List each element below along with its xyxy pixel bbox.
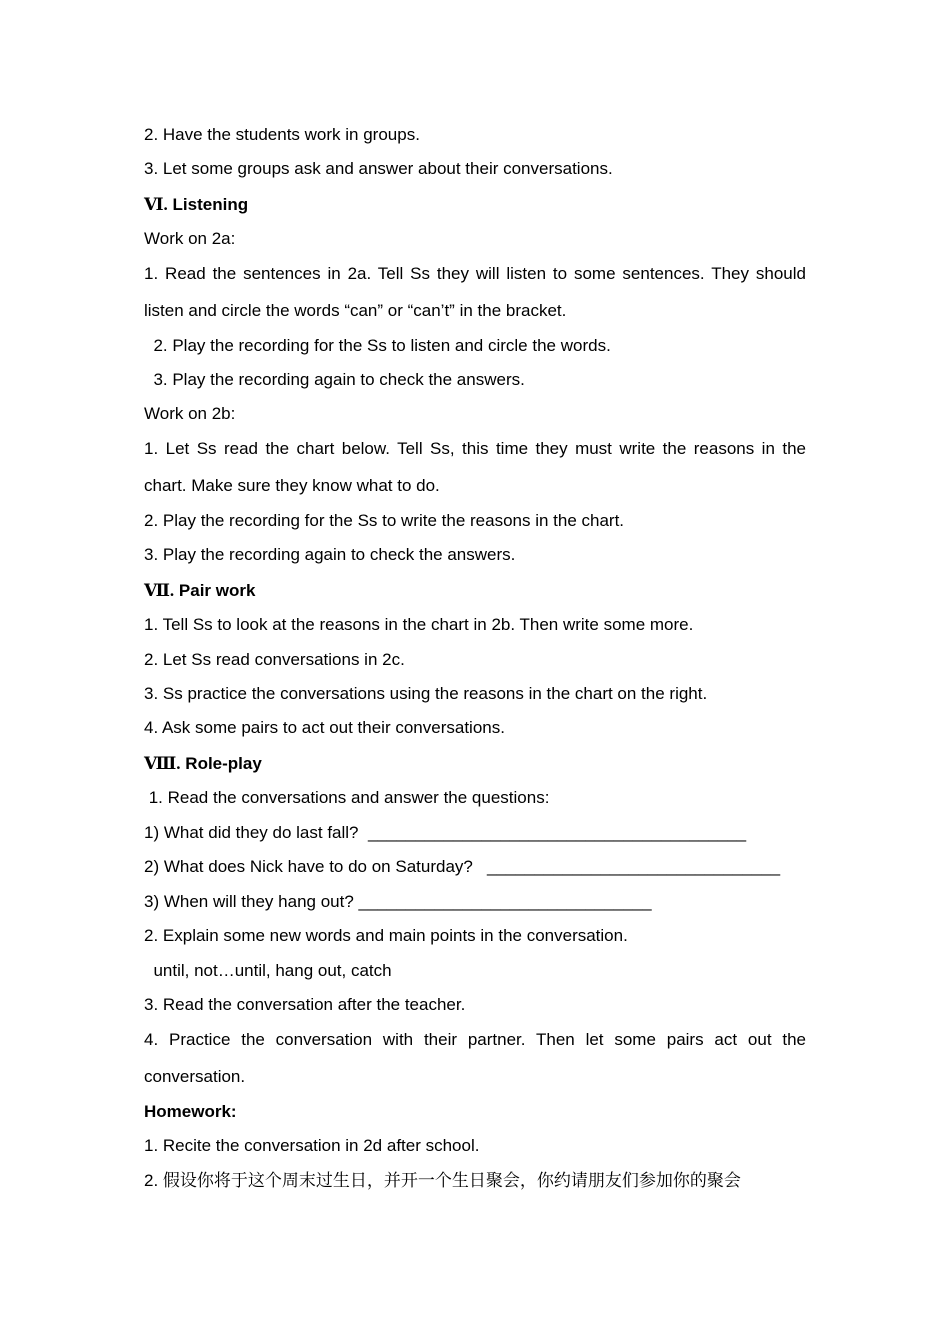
step-line: 3. Ss practice the conversations using the reasons in the chart on the right.	[144, 684, 708, 703]
step-line: listen and circle the words “can” or “can’t” in the bracket.	[144, 301, 567, 320]
step-line: 3. Play the recording again to check the answers.	[144, 545, 516, 564]
step-line: 2. Play the recording for the Ss to write the reasons in the chart.	[144, 511, 625, 530]
step-line: chart. Make sure they know what to do.	[144, 476, 440, 495]
section-title: Listening	[167, 195, 249, 214]
step-line: 3. Play the recording again to check the answers.	[144, 370, 525, 389]
section-heading-listening	[144, 194, 806, 216]
homework-line: 2. 假设你将于这个周末过生日，并开一个生日聚会，你约请朋友们参加你的聚会	[144, 1171, 741, 1190]
homework-line: 1. Recite the conversation in 2d after school.	[144, 1136, 480, 1155]
subheading-line: Work on 2b:	[144, 404, 236, 423]
question-line: 2) What does Nick have to do on Saturday? _______________________________	[144, 857, 781, 876]
step-line: 2. Explain some new words and main points in the conversation.	[144, 926, 628, 945]
step-line: 2. Let Ss read conversations in 2c.	[144, 650, 405, 669]
step-line: 1. Tell Ss to look at the reasons in the chart in 2b. Then write some more.	[144, 615, 694, 634]
step-line: 1. Read the sentences in 2a. Tell Ss they will listen to some sentences. They should	[144, 264, 806, 283]
question-line: 1) What did they do last fall? ________________________________________	[144, 823, 747, 842]
step-line: 4. Practice the conversation with their partner. Then let some pairs act out the	[144, 1030, 806, 1049]
vocabulary-line: until, not…until, hang out, catch	[144, 961, 392, 980]
step-line: 3. Let some groups ask and answer about their conversations.	[144, 159, 613, 178]
section-heading-pair-work	[144, 580, 806, 602]
step-line: 3. Read the conversation after the teacher.	[144, 995, 466, 1014]
step-line: 1. Let Ss read the chart below. Tell Ss, this time they must write the reasons in the	[144, 439, 806, 458]
subheading-line: Work on 2a:	[144, 229, 236, 248]
section-heading-role-play	[144, 753, 806, 775]
section-number: Ⅵ.	[144, 195, 168, 214]
step-line: 1. Read the conversations and answer the questions:	[144, 788, 550, 807]
homework-heading: Homework:	[144, 1102, 237, 1121]
section-number: Ⅶ.	[144, 581, 175, 600]
section-number: Ⅷ.	[144, 754, 181, 773]
section-title: Pair work	[174, 581, 256, 600]
question-line: 3) When will they hang out? _______________________________	[144, 892, 652, 911]
step-line: 2. Play the recording for the Ss to listen and circle the words.	[144, 336, 611, 355]
section-title: Role-play	[180, 754, 262, 773]
step-line: 4. Ask some pairs to act out their conversations.	[144, 718, 505, 737]
step-line: conversation.	[144, 1067, 246, 1086]
step-line: 2. Have the students work in groups.	[144, 125, 420, 144]
